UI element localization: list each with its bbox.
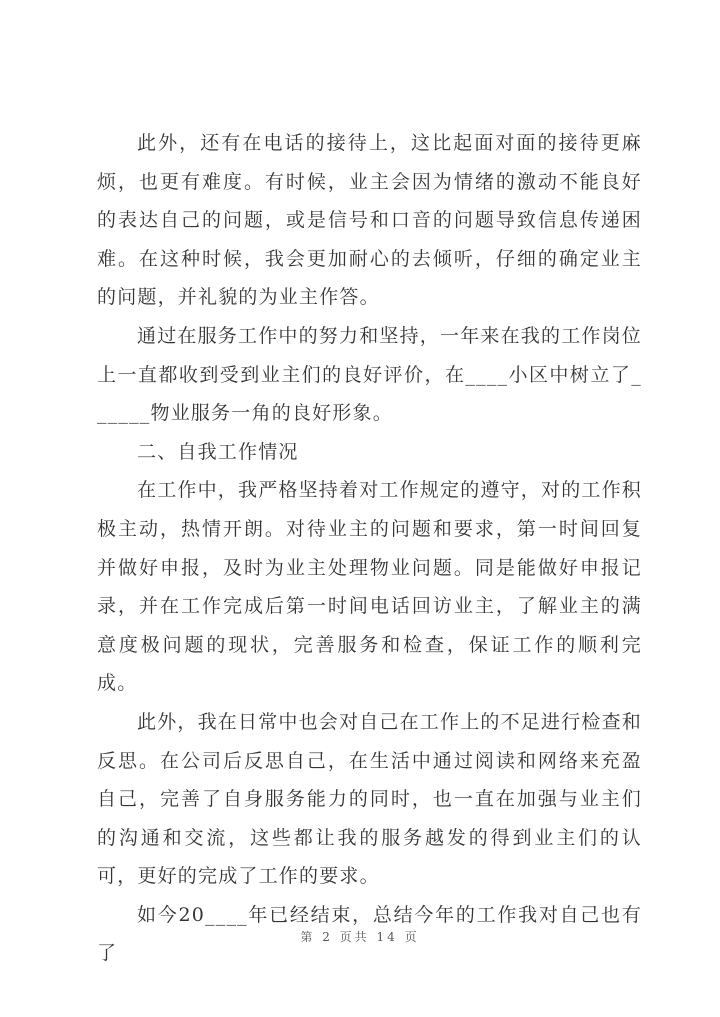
paragraph: 通过在服务工作中的努力和坚持，一年来在我的工作岗位上一直都收到受到业主们的良好评价，在____小区中树立了______物业服务一角的良好形象。 [97,324,643,425]
paragraph: 如今20____年已经结束，总结今年的工作我对自己也有了 [97,903,642,965]
paragraph: 此外，我在日常中也会对自己在工作上的不足进行检查和反思。在公司后反思自己，在生活中通过阅读和网络来充盈自己，完善了自身服务能力的同时，也一直在加强与业主们的沟通和交流，这些都让我的服务越发的得到业主们的认可，更好的完成了工作的要求。 [97,710,643,888]
page-number-footer: 第 2 页共 14 页 [300,930,420,944]
paragraph: 在工作中，我严格坚持着对工作规定的遵守，对的工作积极主动，热情开朗。对待业主的问题和要求，第一时间回复并做好申报，及时为业主处理物业问题。同是能做好申报记录，并在工作完成后第一时间电话回访业主，了解业主的满意度极问题的现状，完善服务和检查，保证工作的顺利完成。 [97,479,643,695]
paragraph: 此外，还有在电话的接待上，这比起面对面的接待更麻烦，也更有难度。有时候，业主会因为情绪的激动不能良好的表达自己的问题，或是信号和口音的问题导致信息传递困难。在这种时候，我会更加耐心的去倾听，仔细的确定业主的问题，并礼貌的为业主作答。 [97,132,642,309]
section-heading: 二、自我工作情况 [137,440,299,463]
document-body [97,124,642,973]
